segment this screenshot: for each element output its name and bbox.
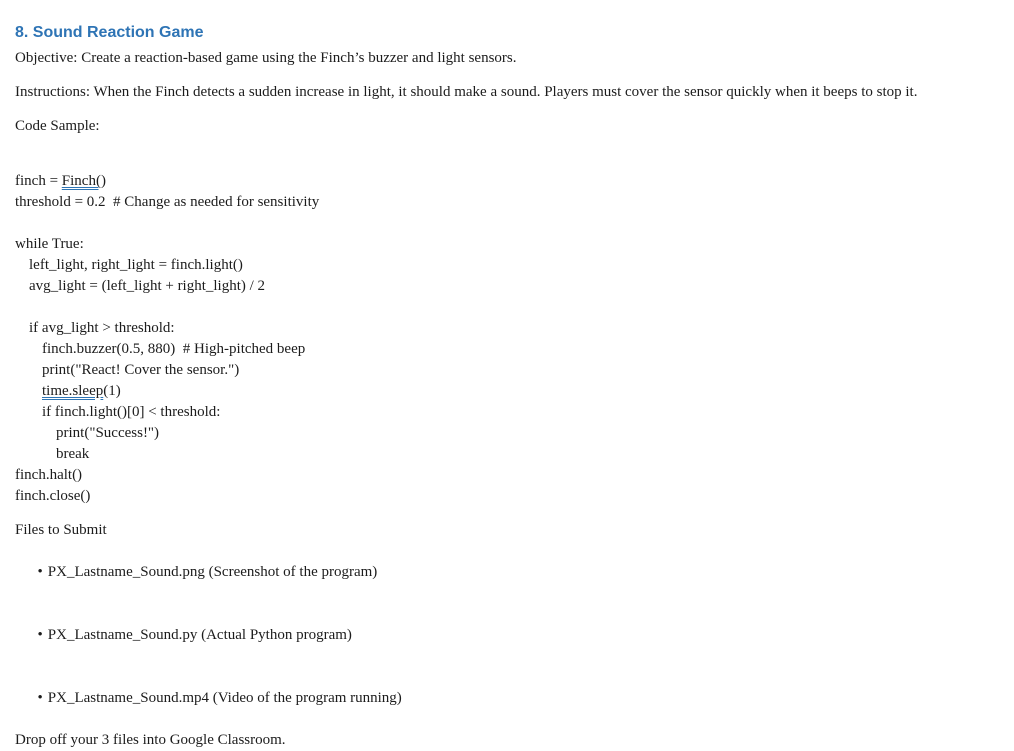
bullet-icon: • bbox=[37, 564, 43, 580]
code-line bbox=[15, 318, 999, 339]
bullet-icon: • bbox=[37, 627, 43, 643]
objective-paragraph: Objective: Create a reaction-based game using the Finch’s buzzer and light sensors. bbox=[15, 50, 517, 66]
code-line bbox=[15, 255, 999, 276]
code-block bbox=[15, 150, 999, 507]
dropoff-note: Drop off your 3 files into Google Classroom. bbox=[15, 732, 286, 748]
code-line bbox=[15, 192, 999, 213]
code-line bbox=[15, 213, 999, 234]
code-text: if avg_light > threshold: bbox=[29, 320, 175, 336]
code-sample-label: Code Sample: bbox=[15, 118, 100, 134]
code-line bbox=[15, 171, 999, 192]
code-line bbox=[15, 150, 999, 171]
list-item bbox=[15, 667, 999, 730]
code-text: if finch.light()[0] < threshold: bbox=[42, 404, 221, 420]
section-heading: 8. Sound Reaction Game bbox=[15, 24, 204, 41]
code-line bbox=[15, 423, 999, 444]
code-text: (1) bbox=[103, 383, 121, 399]
code-text: print("React! Cover the sensor.") bbox=[42, 362, 240, 378]
instructions-paragraph: Instructions: When the Finch detects a sudden increase in light, it should make a sound. Players must cover the sensor quickly when it beeps to stop it. bbox=[15, 84, 918, 100]
code-line bbox=[15, 276, 999, 297]
list-item bbox=[15, 604, 999, 667]
files-to-submit-title: Files to Submit bbox=[15, 522, 107, 538]
file-item-label: PX_Lastname_Sound.py (Actual Python program) bbox=[47, 627, 352, 643]
code-line bbox=[15, 402, 999, 423]
code-text: while True: bbox=[15, 236, 84, 252]
file-item-label: PX_Lastname_Sound.mp4 (Video of the program running) bbox=[47, 690, 402, 706]
code-text: threshold = 0.2 # Change as needed for sensitivity bbox=[15, 194, 320, 210]
code-line bbox=[15, 297, 999, 318]
code-line bbox=[15, 234, 999, 255]
code-text: finch.close() bbox=[15, 488, 91, 504]
code-text: break bbox=[56, 446, 90, 462]
code-text: finch.buzzer(0.5, 880) # High-pitched beep bbox=[42, 341, 306, 357]
code-line bbox=[15, 486, 999, 507]
code-text: ) bbox=[100, 173, 106, 189]
files-to-submit-block bbox=[15, 520, 999, 751]
code-text: finch.halt() bbox=[15, 467, 83, 483]
code-text: avg_light = (left_light + right_light) / 2 bbox=[29, 278, 266, 294]
bullet-icon: • bbox=[37, 690, 43, 706]
code-line bbox=[15, 381, 999, 402]
grammar-flagged-text[interactable]: Finch( bbox=[61, 173, 101, 189]
file-item-label: PX_Lastname_Sound.png (Screenshot of the program) bbox=[47, 564, 378, 580]
code-line bbox=[15, 465, 999, 486]
code-text: left_light, right_light = finch.light() bbox=[29, 257, 243, 273]
code-text: print("Success!") bbox=[56, 425, 160, 441]
code-line bbox=[15, 444, 999, 465]
list-item bbox=[15, 541, 999, 604]
code-line bbox=[15, 339, 999, 360]
grammar-flagged-text[interactable]: time.sleep bbox=[42, 383, 104, 399]
code-line bbox=[15, 360, 999, 381]
code-text: finch = bbox=[15, 173, 62, 189]
